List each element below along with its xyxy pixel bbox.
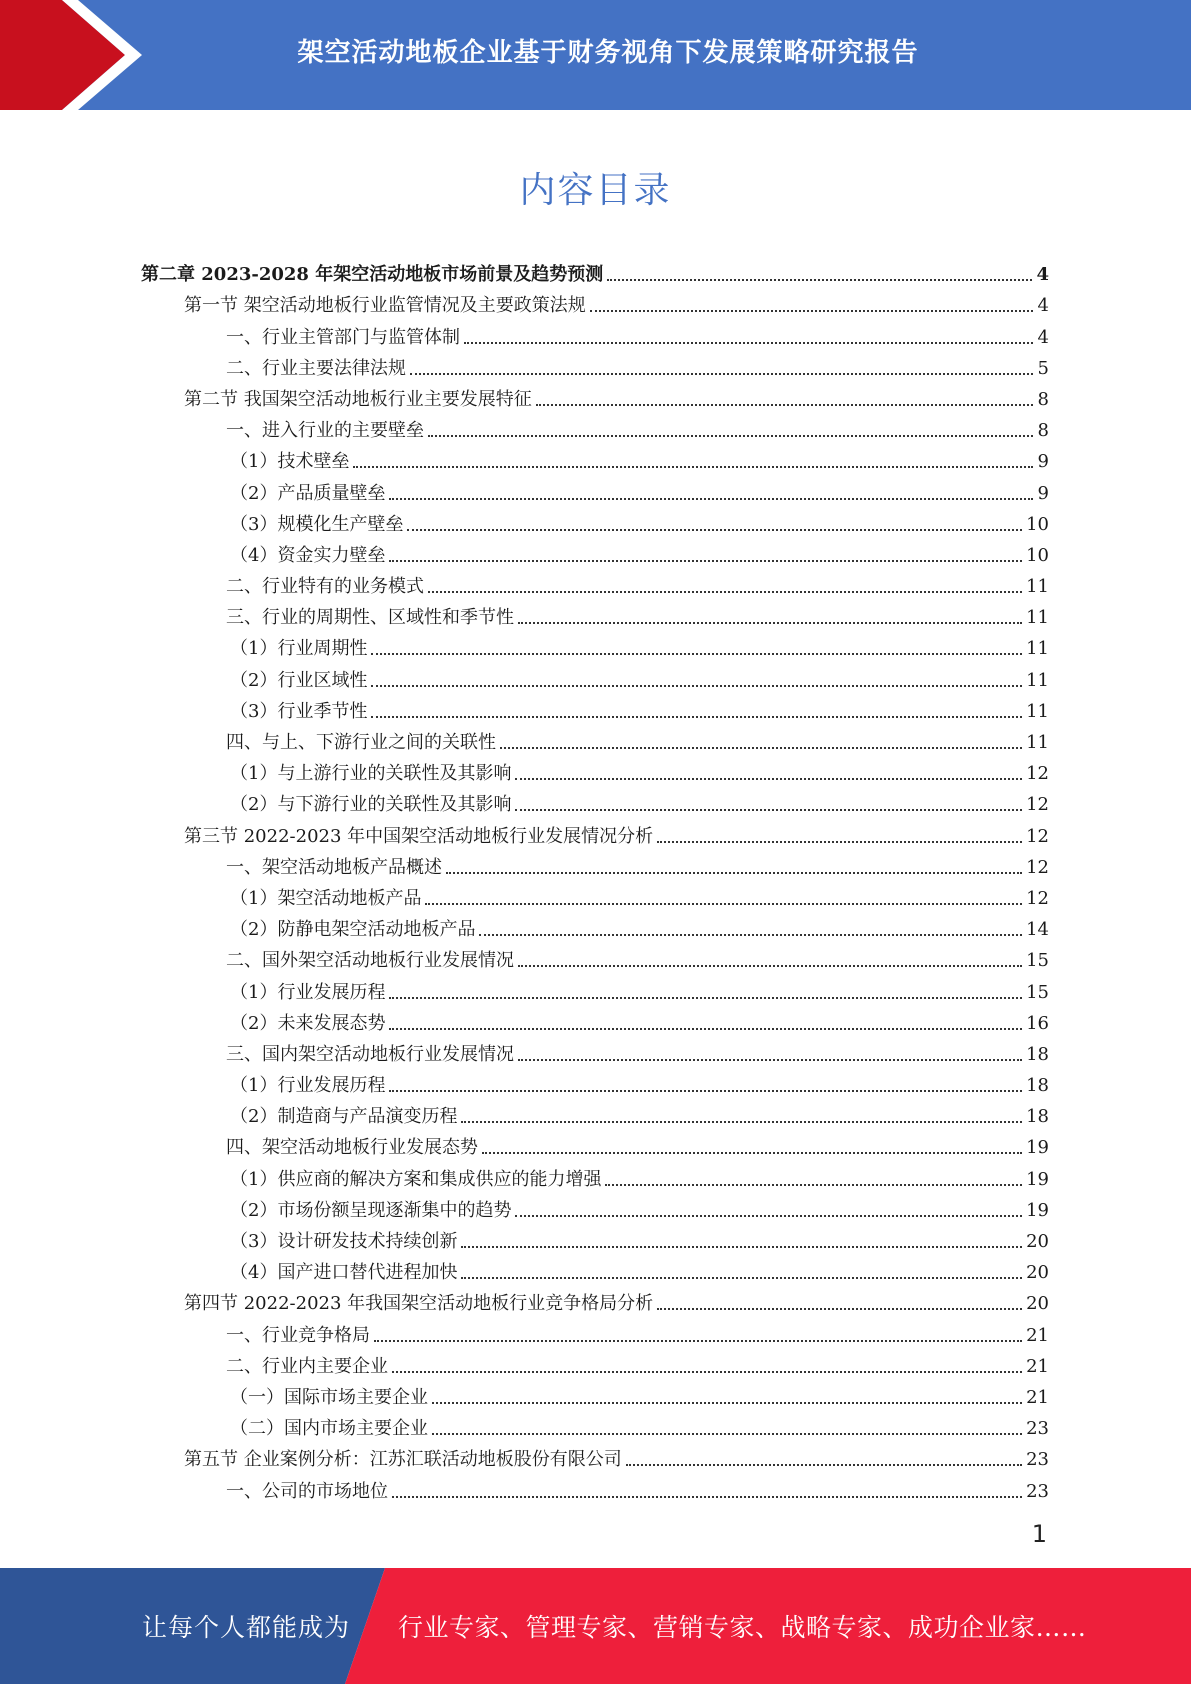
toc-entry-text: 第二章 2023-2028 年架空活动地板市场前景及趋势预测 <box>141 264 604 286</box>
toc-entry[interactable] <box>141 255 1049 286</box>
toc-entry-page: 11 <box>1026 638 1049 660</box>
header-banner <box>0 0 1191 110</box>
toc-entry-text: 一、进入行业的主要壁垒 <box>226 420 424 442</box>
footer-banner <box>0 1568 1191 1684</box>
dot-leader <box>657 1308 1022 1310</box>
dot-leader <box>479 934 1022 936</box>
dot-leader <box>410 373 1033 375</box>
toc-entry-page: 12 <box>1026 856 1049 878</box>
toc-entry[interactable] <box>141 1409 1049 1440</box>
toc-entry[interactable] <box>141 286 1049 317</box>
toc-entry-text: （4）资金实力壁垒 <box>230 544 386 566</box>
toc-entry[interactable] <box>141 1097 1049 1128</box>
toc-entry-page: 11 <box>1026 576 1049 598</box>
dot-leader <box>500 747 1022 749</box>
toc-entry-text: （3）规模化生产壁垒 <box>230 513 404 535</box>
toc-entry-text: （2）未来发展态势 <box>230 1012 386 1034</box>
toc-entry[interactable] <box>141 723 1049 754</box>
toc-entry-text: （2）制造商与产品演变历程 <box>230 1106 458 1128</box>
toc-entry-page: 19 <box>1026 1199 1049 1221</box>
dot-leader <box>482 1152 1022 1154</box>
toc-entry-page: 8 <box>1037 388 1049 410</box>
toc-entry-text: （3）设计研发技术持续创新 <box>230 1231 458 1252</box>
toc-entry-text: （4）国产进口替代进程加快 <box>230 1262 458 1284</box>
toc-entry-text: （2）产品质量壁垒 <box>230 482 386 504</box>
toc-entry[interactable] <box>141 505 1049 536</box>
toc-entry-page: 11 <box>1026 669 1049 691</box>
toc-entry-page: 15 <box>1026 981 1049 1003</box>
dot-leader <box>461 1121 1022 1123</box>
toc-entry-page: 9 <box>1037 482 1049 504</box>
toc-entry-page: 19 <box>1026 1137 1049 1159</box>
toc-entry-text: 三、国内架空活动地板行业发展情况 <box>226 1043 514 1065</box>
toc-entry-page: 18 <box>1026 1075 1049 1097</box>
toc-entry[interactable] <box>141 1471 1049 1502</box>
toc-entry-text: 第四节 2022-2023 年我国架空活动地板行业竞争格局分析 <box>184 1293 654 1315</box>
toc-title: 内容目录 <box>519 170 672 211</box>
toc-entry-page: 23 <box>1026 1449 1049 1471</box>
toc-entry[interactable] <box>141 1347 1049 1378</box>
dot-leader <box>353 466 1033 468</box>
toc-entry[interactable] <box>141 1253 1049 1284</box>
toc-entry[interactable] <box>141 349 1049 380</box>
toc-entry[interactable] <box>141 536 1049 567</box>
toc-entry-text: （2）与下游行业的关联性及其影响 <box>230 794 512 816</box>
toc-entry-page: 20 <box>1026 1262 1049 1284</box>
toc-entry-page: 4 <box>1036 264 1049 286</box>
toc-entry-text: （1）行业发展历程 <box>230 981 386 1003</box>
toc-entry[interactable] <box>141 1440 1049 1471</box>
dot-leader <box>515 778 1022 780</box>
toc-entry-page: 4 <box>1037 295 1049 317</box>
dot-leader <box>446 872 1022 874</box>
page-number: 1 <box>1031 1520 1047 1548</box>
toc-entry-page: 10 <box>1026 513 1049 535</box>
dot-leader <box>657 841 1022 843</box>
dot-leader <box>432 1433 1022 1435</box>
toc-entry-text: （3）行业季节性 <box>230 700 368 722</box>
toc-entry-text: 一、公司的市场地位 <box>226 1480 388 1502</box>
dot-leader <box>428 591 1022 593</box>
toc-entry[interactable] <box>141 1066 1049 1097</box>
toc-entry-page: 9 <box>1037 451 1049 473</box>
toc-entry[interactable] <box>141 754 1049 785</box>
toc-entry-text: （1）行业周期性 <box>230 638 368 660</box>
toc-entry-page: 4 <box>1037 326 1049 348</box>
toc-entry-text: （一）国际市场主要企业 <box>230 1386 428 1408</box>
dot-leader <box>518 622 1022 624</box>
toc-entry-text: 二、行业特有的业务模式 <box>226 576 424 598</box>
dot-leader <box>389 997 1022 999</box>
toc-entry-text: 四、与上、下游行业之间的关联性 <box>226 732 496 753</box>
toc-entry-text: （1）技术壁垒 <box>230 451 350 473</box>
toc-entry-text: 二、行业内主要企业 <box>226 1355 388 1377</box>
footer-slogan-left: 让每个人都能成为 <box>142 1613 351 1642</box>
toc-entry-page: 5 <box>1037 357 1049 379</box>
dot-leader <box>392 1371 1022 1373</box>
footer-slogan-right: 行业专家、管理专家、营销专家、战略专家、成功企业家…… <box>398 1613 1087 1642</box>
toc-entry-page: 12 <box>1026 794 1049 816</box>
toc-entry-page: 18 <box>1026 1106 1049 1128</box>
toc-entry-text: 一、架空活动地板产品概述 <box>226 856 442 878</box>
toc-entry-page: 21 <box>1026 1386 1049 1408</box>
dot-leader <box>461 1277 1022 1279</box>
dot-leader <box>518 965 1022 967</box>
dot-leader <box>428 435 1033 437</box>
toc-entry[interactable] <box>141 1378 1049 1409</box>
dot-leader <box>371 653 1022 655</box>
toc-entry-text: 第一节 架空活动地板行业监管情况及主要政策法规 <box>184 295 586 317</box>
toc-entry[interactable] <box>141 473 1049 504</box>
toc-entry-page: 23 <box>1026 1480 1049 1502</box>
dot-leader <box>536 404 1033 406</box>
dot-leader <box>371 716 1022 718</box>
toc-entry-page: 11 <box>1026 607 1049 629</box>
toc-entry-text: （2）市场份额呈现逐渐集中的趋势 <box>230 1199 512 1221</box>
toc-entry-page: 20 <box>1026 1231 1049 1252</box>
toc-entry-page: 19 <box>1026 1168 1049 1190</box>
dot-leader <box>461 1246 1022 1248</box>
toc-entry[interactable] <box>141 317 1049 348</box>
toc-entry[interactable] <box>141 1004 1049 1035</box>
toc-entry-text: 三、行业的周期性、区域性和季节性 <box>226 607 514 629</box>
dot-leader <box>515 1215 1022 1217</box>
toc-entry-page: 21 <box>1026 1324 1049 1346</box>
toc-entry-text: （1）行业发展历程 <box>230 1075 386 1097</box>
dot-leader <box>407 529 1022 531</box>
toc-entry[interactable] <box>141 1159 1049 1190</box>
toc-entry[interactable] <box>141 1222 1049 1253</box>
report-title: 架空活动地板企业基于财务视角下发展策略研究报告 <box>297 37 919 68</box>
toc-entry-page: 18 <box>1026 1043 1049 1065</box>
toc-entry[interactable] <box>141 910 1049 941</box>
toc-entry-page: 8 <box>1037 420 1049 442</box>
toc-entry[interactable] <box>141 1191 1049 1222</box>
toc-entry[interactable] <box>141 1035 1049 1066</box>
toc-entry-page: 11 <box>1026 700 1049 722</box>
toc-entry[interactable] <box>141 629 1049 660</box>
toc-entry[interactable] <box>141 1128 1049 1159</box>
toc-entry-text: （二）国内市场主要企业 <box>230 1418 428 1440</box>
toc-entry-text: 第五节 企业案例分析：江苏汇联活动地板股份有限公司 <box>184 1449 622 1471</box>
toc-entry-text: 一、行业主管部门与监管体制 <box>226 326 460 348</box>
toc-entry-page: 11 <box>1026 732 1049 753</box>
dot-leader <box>425 903 1022 905</box>
dot-leader <box>371 685 1022 687</box>
dot-leader <box>518 1059 1022 1061</box>
table-of-contents <box>141 255 1049 1503</box>
dot-leader <box>389 1090 1022 1092</box>
dot-leader <box>464 342 1033 344</box>
toc-entry-text: 四、架空活动地板行业发展态势 <box>226 1137 478 1159</box>
toc-entry-page: 12 <box>1026 825 1049 847</box>
toc-entry-text: （1）与上游行业的关联性及其影响 <box>230 763 512 785</box>
dot-leader <box>605 1184 1022 1186</box>
toc-entry[interactable] <box>141 442 1049 473</box>
toc-entry[interactable] <box>141 941 1049 972</box>
toc-entry[interactable] <box>141 692 1049 723</box>
toc-entry-text: 第二节 我国架空活动地板行业主要发展特征 <box>184 388 532 410</box>
toc-entry-page: 20 <box>1026 1293 1049 1315</box>
toc-entry-page: 12 <box>1026 763 1049 785</box>
dot-leader <box>389 560 1022 562</box>
dot-leader <box>389 1028 1022 1030</box>
dot-leader <box>590 310 1033 312</box>
toc-entry-text: 二、行业主要法律法规 <box>226 357 406 379</box>
dot-leader <box>626 1464 1022 1466</box>
toc-entry-text: （1）供应商的解决方案和集成供应的能力增强 <box>230 1168 602 1190</box>
toc-entry-page: 10 <box>1026 544 1049 566</box>
toc-entry[interactable] <box>141 1315 1049 1346</box>
toc-entry-page: 12 <box>1026 887 1049 909</box>
toc-entry-text: （2）防静电架空活动地板产品 <box>230 919 476 941</box>
toc-entry[interactable] <box>141 848 1049 879</box>
dot-leader <box>432 1402 1022 1404</box>
toc-entry[interactable] <box>141 1284 1049 1315</box>
dot-leader <box>389 498 1033 500</box>
dot-leader <box>515 809 1022 811</box>
toc-entry-page: 15 <box>1026 950 1049 972</box>
toc-entry[interactable] <box>141 411 1049 442</box>
toc-entry[interactable] <box>141 660 1049 691</box>
toc-entry[interactable] <box>141 879 1049 910</box>
dot-leader <box>374 1340 1022 1342</box>
toc-entry[interactable] <box>141 380 1049 411</box>
toc-entry-page: 16 <box>1026 1012 1049 1034</box>
toc-entry[interactable] <box>141 567 1049 598</box>
toc-entry-page: 14 <box>1026 919 1049 941</box>
toc-entry[interactable] <box>141 972 1049 1003</box>
toc-entry-text: （2）行业区域性 <box>230 669 368 691</box>
toc-entry[interactable] <box>141 816 1049 847</box>
dot-leader <box>392 1496 1022 1498</box>
toc-entry-text: （1）架空活动地板产品 <box>230 887 422 909</box>
toc-entry-page: 23 <box>1026 1418 1049 1440</box>
toc-entry-text: 第三节 2022-2023 年中国架空活动地板行业发展情况分析 <box>184 825 654 847</box>
toc-entry-text: 一、行业竞争格局 <box>226 1324 370 1346</box>
toc-entry[interactable] <box>141 598 1049 629</box>
toc-entry[interactable] <box>141 785 1049 816</box>
dot-leader <box>607 279 1032 281</box>
toc-entry-text: 二、国外架空活动地板行业发展情况 <box>226 950 514 972</box>
toc-entry-page: 21 <box>1026 1355 1049 1377</box>
